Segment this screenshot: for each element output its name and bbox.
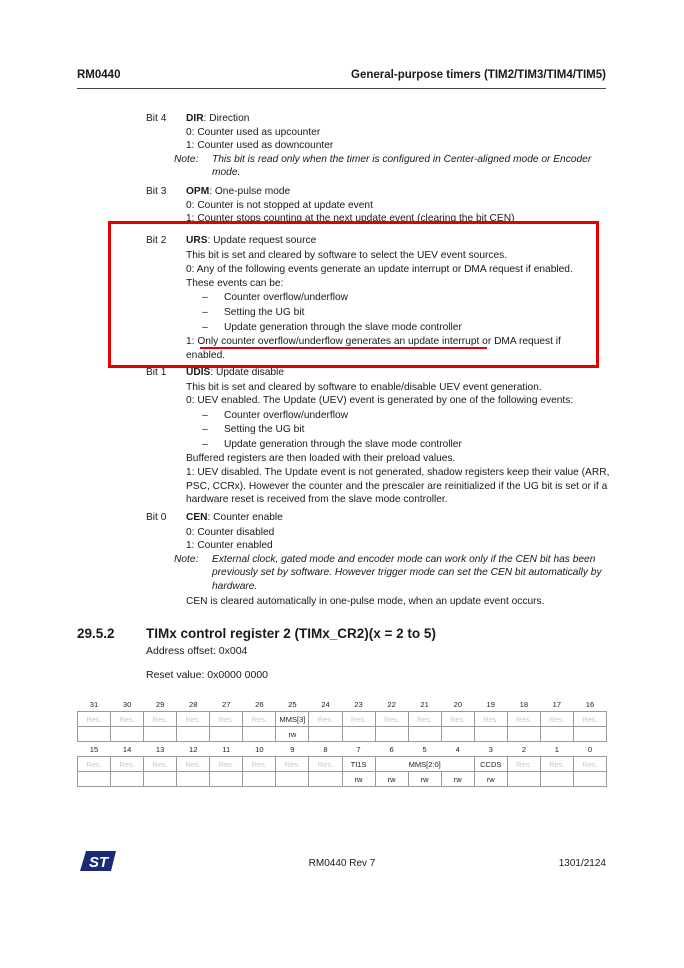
bit1-block (146, 366, 616, 507)
footer-revision: RM0440 Rev 7 (308, 858, 376, 869)
header-rule (77, 88, 606, 89)
bit4-block (146, 112, 616, 180)
register-upper-bits-row: 31 30 29 28 27 26 25 24 23 22 21 20 19 18 17 16 (89, 699, 595, 709)
field-ccds: CCDS (474, 757, 507, 772)
header-chapter-title: General-purpose timers (TIM2/TIM3/TIM4/TIM5) (351, 69, 606, 81)
bit1-label: Bit 1 (146, 367, 167, 378)
bit4-desc: : Direction (203, 113, 250, 124)
bit1-para2: 0: UEV enabled. The Update (UEV) event is generated by one of the following events: (186, 395, 574, 407)
bit0-value0: 0: Counter disabled (186, 526, 275, 538)
bit3-name: OPM (186, 186, 210, 197)
bit3-label: Bit 3 (146, 186, 167, 197)
section-number: 29.5.2 (77, 626, 115, 641)
bit4-note-label: Note: (174, 153, 199, 165)
bit3-value0: 0: Counter is not stopped at update event (186, 199, 373, 211)
bit2-para2: 0: Any of the following events generate an update interrupt or DMA request if enabled. (186, 264, 573, 276)
register-upper-access-row: rw (78, 727, 607, 742)
bit2-label: Bit 2 (146, 235, 167, 246)
register-table (77, 697, 607, 787)
bit4-note-text: This bit is read only when the timer is configured in Center-aligned mode or Encoder mode. (212, 153, 592, 179)
bit1-list-item: – Counter overflow/underflow (202, 409, 349, 421)
bit3-block (146, 185, 616, 226)
bit0-name: CEN (186, 512, 208, 523)
bit0-block (146, 511, 616, 608)
bit0-label: Bit 0 (146, 512, 167, 523)
bit1-para3: Buffered registers are then loaded with their preload values. (186, 452, 456, 464)
bit3-desc: : One-pulse mode (209, 186, 291, 197)
highlight-box (108, 221, 599, 368)
bit1-list-item: – Setting the UG bit (202, 424, 305, 436)
footer-page-number: 1301/2124 (558, 858, 606, 869)
bit1-name: UDIS (186, 367, 211, 378)
section-title: TIMx control register 2 (TIMx_CR2)(x = 2 to 5) (146, 626, 436, 641)
bit1-para4: 1: UEV disabled. The Update event is not generated, shadow registers keep their value (ARR, PSC, CCRx). However the counter and the prescaler are reinitialized if the UG bit is set or if a hardware reset is received from the slave mode controller. (186, 467, 610, 506)
bit2-list-item: – Update generation through the slave mode controller (202, 321, 462, 333)
register-lower-bits-row: 15 14 13 12 11 10 9 8 7 6 5 4 3 2 1 0 (89, 744, 593, 754)
bit1-desc: : Update disable (210, 367, 284, 378)
bit4-label: Bit 4 (146, 113, 167, 124)
bit2-list-item: – Setting the UG bit (202, 306, 305, 318)
register-lower-fields-row: Res. Res. Res. Res. Res. Res. Res. Res. TI1S MMS[2:0] CCDS Res. Res. Res. (78, 757, 607, 772)
bit2-para3: These events can be: (186, 277, 284, 289)
bit4-value1: 1: Counter used as downcounter (186, 140, 334, 152)
header-doc-id: RM0440 (77, 69, 121, 81)
bit0-desc: : Counter enable (207, 512, 283, 523)
bit4-name: DIR (186, 113, 204, 124)
register-lower-access-row: rw rw rw rw rw (78, 772, 607, 787)
bit2-value1-cont: enabled. (186, 349, 226, 361)
bit1-list-item: – Update generation through the slave mode controller (202, 438, 462, 450)
bit1-para1: This bit is set and cleared by software to enable/disable UEV event generation. (186, 381, 542, 393)
highlight-underline (200, 347, 487, 349)
field-mms: MMS[2:0] (375, 757, 474, 772)
bit2-list-item: – Counter overflow/underflow (202, 292, 349, 304)
field-mms3: MMS[3] (276, 712, 309, 727)
bit0-value1: 1: Counter enabled (186, 540, 273, 552)
bit0-note (174, 553, 616, 594)
bit0-tail: CEN is cleared automatically in one-pulse mode, when an update event occurs. (186, 595, 545, 607)
svg-text:ST: ST (89, 854, 109, 871)
bit2-desc: : Update request source (207, 235, 317, 246)
address-offset: Address offset: 0x004 (146, 645, 248, 657)
field-ti1s: TI1S (342, 757, 375, 772)
bit3-value1: 1: Counter stops counting at the next update event (clearing the bit CEN) (186, 213, 515, 225)
bit2-value1: 1: Only counter overflow/underflow generates an update interrupt or DMA request if (186, 336, 561, 348)
bit0-note-label: Note: (174, 553, 199, 565)
bit0-note-text: External clock, gated mode and encoder mode can work only if the CEN bit has been previously set by software. However trigger mode can set the CEN bit automatically by hardware. (212, 553, 602, 592)
bit2-name: URS (186, 235, 208, 246)
reset-value: Reset value: 0x0000 0000 (146, 669, 269, 681)
bit4-value0: 0: Counter used as upcounter (186, 126, 321, 138)
bit4-note (174, 153, 616, 180)
register-upper-fields-row: Res. Res. Res. Res. Res. Res. MMS[3] Res. Res. Res. Res. Res. Res. Res. Res. Res. (78, 712, 607, 727)
bit2-para1: This bit is set and cleared by software to select the UEV event sources. (186, 249, 508, 261)
